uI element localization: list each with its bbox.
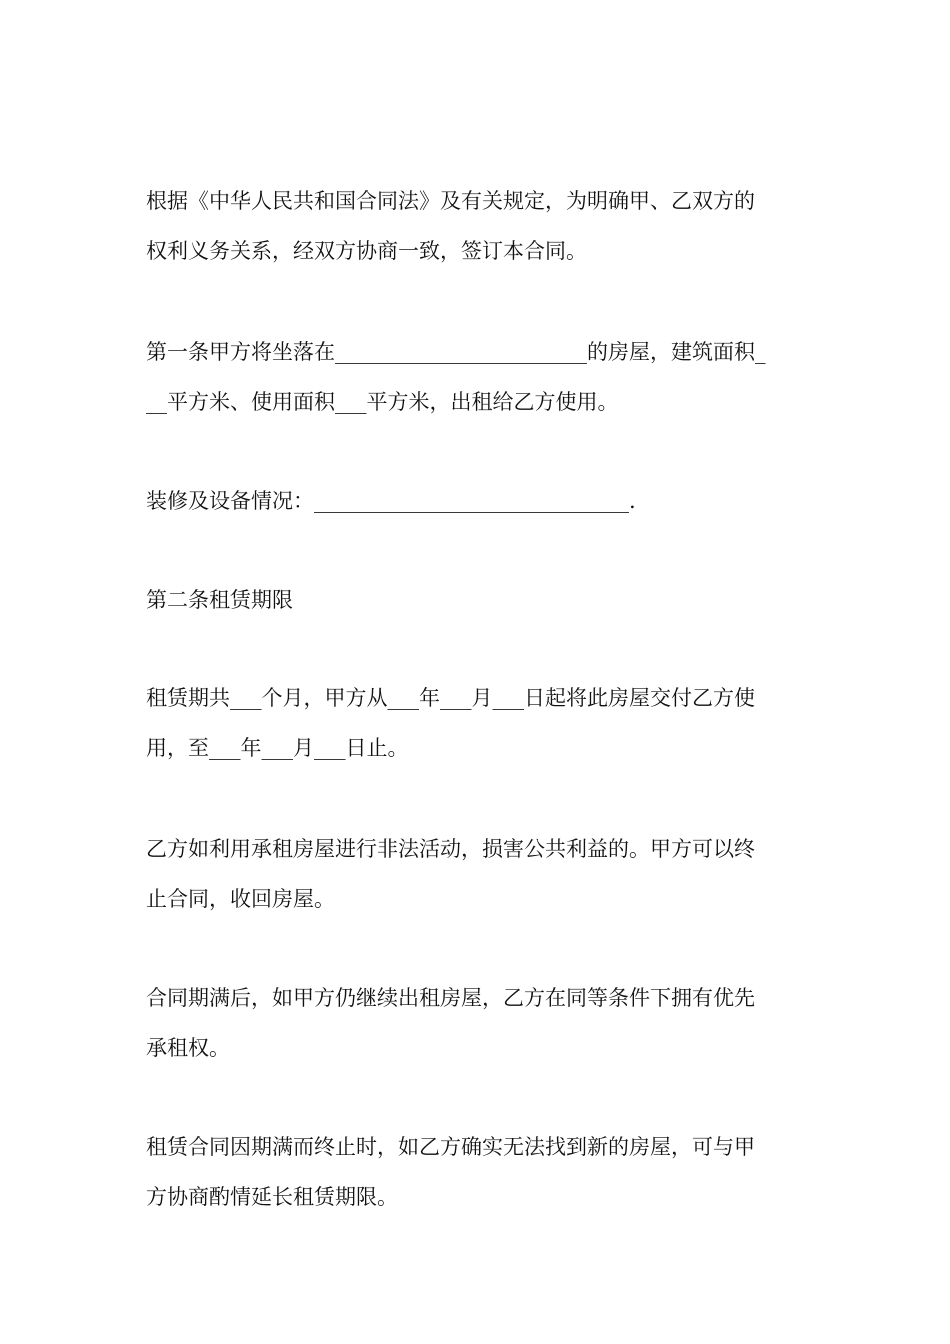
text-line: 乙方如利用承租房屋进行非法活动，损害公共利益的。甲方可以终 xyxy=(146,837,755,861)
text-line: 租赁期共___个月，甲方从___年___月___日起将此房屋交付乙方使 xyxy=(146,686,755,710)
illegal-use-paragraph xyxy=(146,824,810,924)
text-line: 合同期满后，如甲方仍继续出租房屋，乙方在同等条件下拥有优先 xyxy=(146,986,755,1010)
article-1-paragraph xyxy=(146,327,810,427)
text-line: 第一条甲方将坐落在________________________的房屋，建筑面积_ xyxy=(146,340,766,364)
renewal-priority-paragraph xyxy=(146,973,810,1073)
text-line: 装修及设备情况：______________________________. xyxy=(146,489,636,513)
text-line: 权利义务关系，经双方协商一致，签订本合同。 xyxy=(146,239,587,263)
text-line: 承租权。 xyxy=(146,1036,230,1060)
text-line: 止合同，收回房屋。 xyxy=(146,887,335,911)
text-line: __平方米、使用面积___平方米，出租给乙方使用。 xyxy=(146,390,619,414)
preamble-paragraph xyxy=(146,176,810,276)
text-line: 方协商酌情延长租赁期限。 xyxy=(146,1185,398,1209)
fixtures-paragraph xyxy=(146,476,810,526)
text-line: 根据《中华人民共和国合同法》及有关规定，为明确甲、乙双方的 xyxy=(146,189,755,213)
section-heading: 第二条租赁期限 xyxy=(146,588,293,612)
article-2-heading xyxy=(146,575,810,625)
lease-term-paragraph xyxy=(146,673,810,773)
text-line: 租赁合同因期满而终止时，如乙方确实无法找到新的房屋，可与甲 xyxy=(146,1135,755,1159)
extension-paragraph xyxy=(146,1122,810,1222)
text-line: 用，至___年___月___日止。 xyxy=(146,736,409,760)
